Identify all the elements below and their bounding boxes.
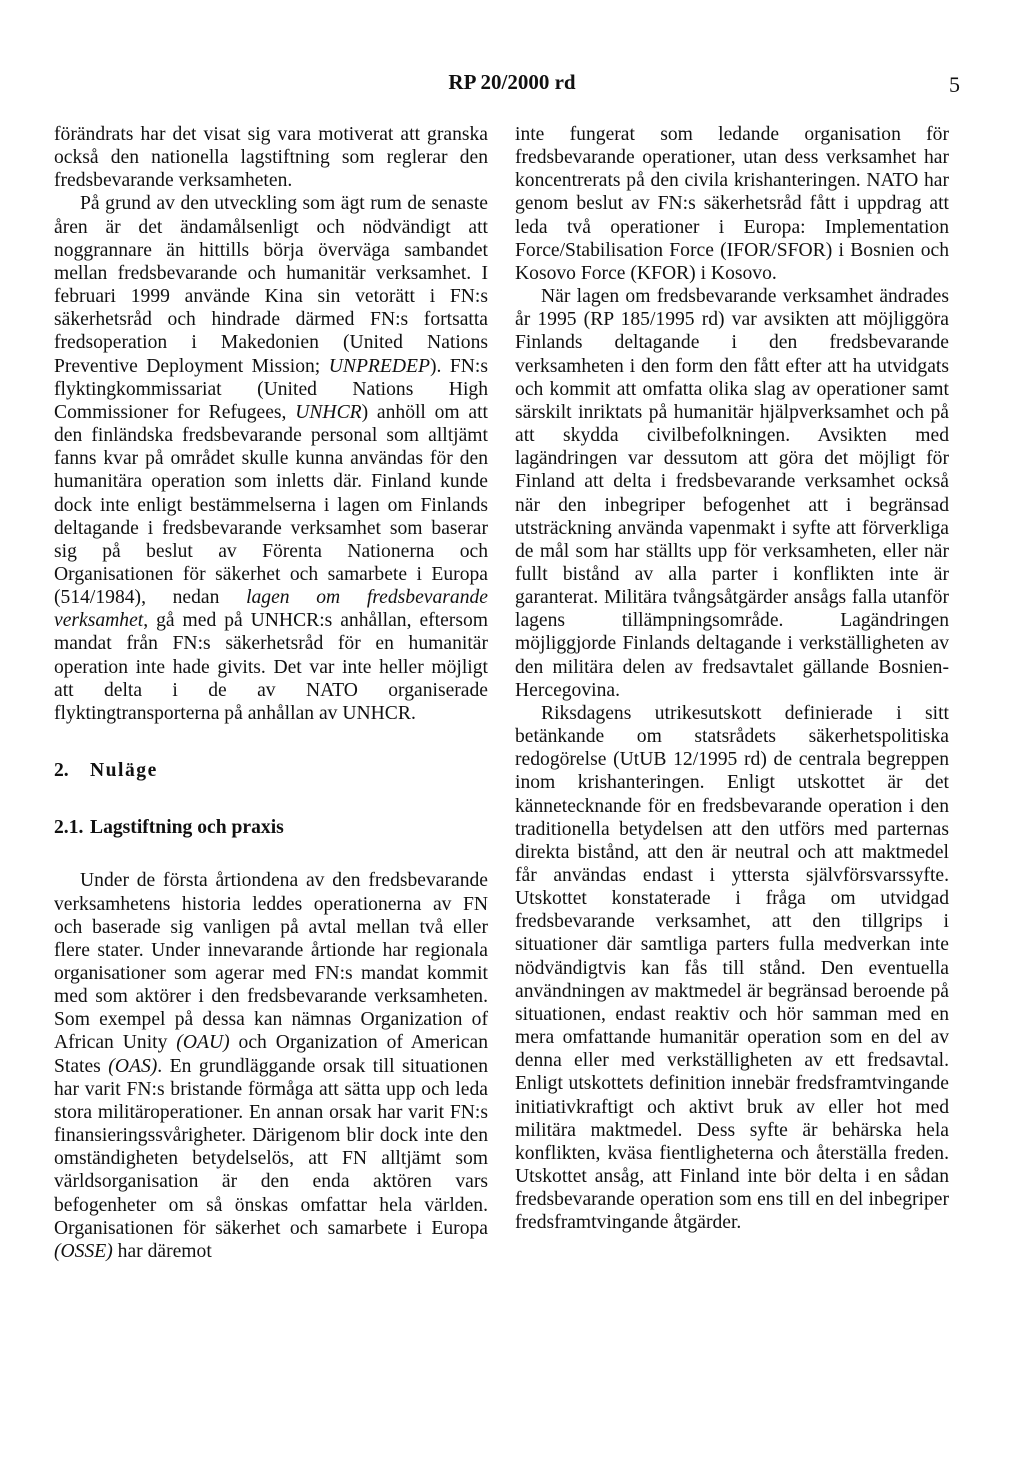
paragraph: inte fungerat som ledande organisation för fredsbevarande operationer, utan dess verksamhet har koncentrerats på den civila krishanteringen. NATO har genom beslut av FN:s säkerhetsråd fått i uppdrag att leda två operationer i Europa: Implementation Force/Stabilisation Force (IFOR/SFOR) i Bosnien och Kosovo Force (KFOR) i Kosovo. [515,124,949,284]
emphasis: (OSSE) [54,1240,113,1262]
section-number: 2. [54,760,69,782]
section-heading [54,759,488,782]
paragraph: När lagen om fredsbevarande verksamhet ändrades år 1995 (RP 185/1995 rd) var avsikten att möjliggöra Finlands deltagande i den fredsbevarande verksamheten i den form den fått efter att ha utvidgats och kommit att omfatta olika slag av operationer samt särskilt inriktats på humanitär hjälpverksamhet och på att skydda civilbefolkningen. Avsikten med lagändringen var dessutom att göra det möjligt för Finland att delta i fredsbevarande verksamhet också när den inbegriper befogenhet att i begränsad utsträckning använda vapenmakt i syfte att förverkliga de mål som har ställts upp för verksamheten, eller när fullt bistånd av alla parter i konflikten inte är garanterat. Militära tvångsåtgärder ansågs falla utanför lagens tillämpningsområde. Lagändringen möjliggjorde Finlands deltagande i verkställigheten av den militära delen av fredsavtalet gällande Bosnien-Hercegovina. [515,286,949,701]
subsection-number: 2.1. [54,817,84,839]
emphasis: (OAU) [176,1032,230,1054]
paragraph-text: ). FN:s flyktingkommissariat (United Nations High Commissioner for Refugees, [54,355,488,423]
subsection-heading [54,816,488,839]
left-column [54,123,488,1263]
paragraph-text: Under de första årtiondena av den fredsbevarande verksamhetens historia leddes operationerna av FN och baserade sig vanligen på avtal mellan två eller flere stater. Under innevarande årtionde har regionala organisationer som agerar med FN:s mandat kommit med som aktörer i den fredsbevarande verksamheten. Som exempel på dessa kan nämnas Organization of African Unity [54,870,488,1054]
right-column [515,123,949,1235]
paragraph [54,192,488,725]
paragraph-text: , gå med på UNHCR:s anhållan, eftersom mandat från FN:s säkerhetsråd för en humanitär operation inte hade givits. Det var inte heller möjligt att delta i de av NATO organiserade flyktingtransporterna på anhållan av UNHCR. [54,610,488,724]
paragraph-text: och Organization of American States [54,1032,488,1077]
emphasis: UNPREDEP [328,355,430,377]
paragraph-text: har däremot [112,1240,212,1262]
subsection-title: Lagstiftning och praxis [90,817,284,839]
emphasis: (OAS) [108,1055,158,1077]
paragraph: Riksdagens utrikesutskott definierade i sitt betänkande om statsrådets säkerhetspolitiska redogörelse (UtUB 12/1995 rd) de centrala begreppen inom krishanteringen. Enligt utskottet är det kännetecknande för en fredsbevarande operation i den traditionella betydelsen att den utförs med parternas direkta bistånd, att den är neutral och att maktmedel får användas endast i yttersta självförsvarssyfte. Utskottet konstaterade i fråga om utvidgad fredsbevarande verksamhet, att den tillgrips i situationer där samtliga parters fulla medverkan inte nödvändigtvis kan fås till stånd. Den eventuella användningen av maktmedel är begränsad beroende på situationen, endast reaktiv och hör samman med en mera omfattande humanitär operation som en del av denna eller med verkställigheten av ett fredsavtal. Enligt utskottets definition innebär fredsframtvingande initiativkraftigt och aktivt bruk av eller hot med militära maktmedel. Dess syfte är behärska hela konflikten, kväsa fientligheterna och återställa freden. Utskottet ansåg, att Finland inte bör delta i en sådan fredsbevarande operation som ens till en del inbegriper fredsframtvingande åtgärder. [515,702,949,1234]
paragraph-text: På grund av den utveckling som ägt rum de senaste åren är det ändamålsenligt och nödvändigt att noggrannare än hittills börja överväga sambandet mellan fredsbevarande och humanitär verksamhet. I februari 1999 använde Kina sin vetorätt i FN:s säkerhetsråd och hindrade därmed FN:s fortsatta fredsoperation i Makedonien (United Nations Preventive Deployment Mission; [54,193,488,377]
paragraph: förändrats har det visat sig vara motiverat att granska också den nationella lagstiftning som reglerar den fredsbevarande verksamheten. [54,124,488,192]
emphasis: lagen om fredsbevarande verksamhet [54,587,488,632]
paragraph-text: ) anhöll om att den finländska fredsbevarande personal som alltjämt fanns kvar på området skulle kunna användas för den humanitära operation som inletts där. Finland kunde dock inte enligt bestämmelserna i lagen om Finlands deltagande i fredsbevarande verksamhet som baserar sig på beslut av Förenta Nationerna och Organisationen för säkerhet och samarbete i Europa (514/1984), nedan [54,401,488,609]
section-title: Nuläge [90,760,158,782]
page-header [0,70,1024,100]
page-number: 5 [949,72,960,97]
running-head: RP 20/2000 rd [448,70,576,94]
paragraph-text: . En grundläggande orsak till situationen har varit FN:s bristande förmåga att sätta upp och leda stora militäroperationer. En annan orsak har varit FN:s finansieringssvårigheter. Därigenom blir dock inte den omständigheten betydelselös, att FN alltjämt som världsorganisation är den enda aktören vars befogenheter om så önskas omfattar hela världen. Organisationen för säkerhet och samarbete i Europa [54,1055,488,1239]
paragraph [54,869,488,1263]
emphasis: UNHCR [295,401,362,423]
